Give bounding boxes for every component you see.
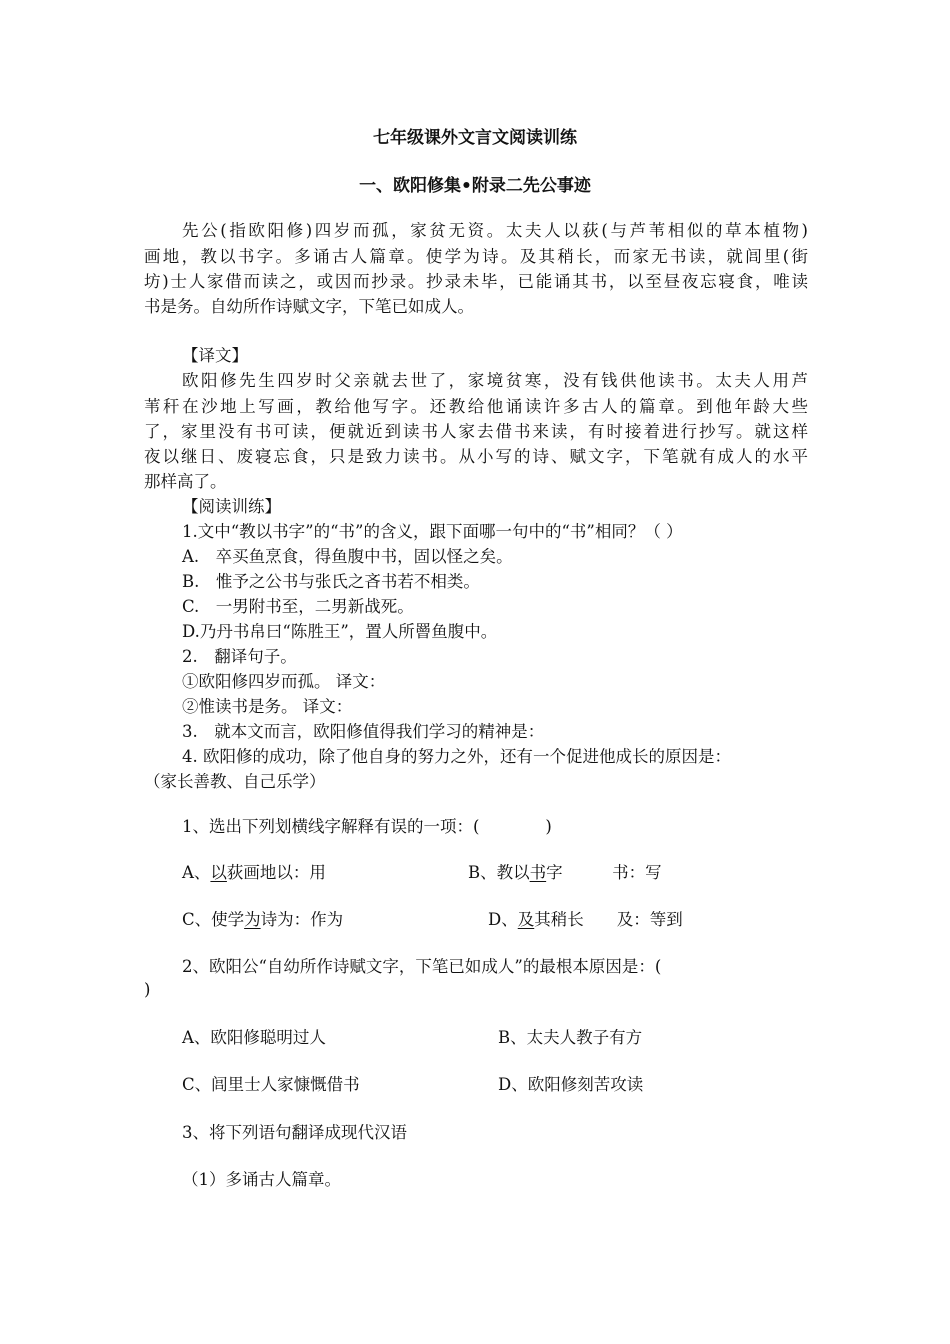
- exercise-2-bracket: ): [144, 980, 151, 999]
- exercise-2-option-d: D、欧阳修刻苦攻读: [498, 1075, 644, 1094]
- q2-item-2: ②惟读书是务。 译文：: [182, 697, 353, 716]
- exercise-3: 3、将下列语句翻译成现代汉语: [182, 1123, 407, 1142]
- question-3: 3. 就本文而言，欧阳修值得我们学习的精神是：: [182, 722, 545, 741]
- exercise-1-option-c: C、使学为诗为：作为: [182, 910, 344, 929]
- exercise-2-option-a: A、欧阳修聪明过人: [182, 1028, 326, 1047]
- exercise-2-option-c: C、闾里士人家慷慨借书: [182, 1075, 360, 1094]
- training-heading: 【阅读训练】: [182, 497, 281, 516]
- translation-line: 那样高了。: [144, 472, 227, 491]
- question-1: 1.文中“教以书字”的“书”的含义，跟下面哪一句中的“书”相同？（ ）: [182, 522, 683, 541]
- underlined-char: 以: [210, 863, 227, 882]
- section-subtitle: 一、欧阳修集•附录二先公事迹: [359, 176, 591, 196]
- translation-line: 了，家里没有书可读，便就近到读书人家去借书来读，有时接着进行抄写。就这样: [144, 422, 808, 441]
- q1-option-b: B. 惟予之公书与张氏之吝书若不相类。: [182, 572, 480, 591]
- exercise-2: 2、欧阳公“自幼所作诗赋文字，下笔已如成人”的最根本原因是：(: [182, 957, 662, 976]
- original-text-line: 书是务。自幼所作诗赋文字，下笔已如成人。: [144, 297, 474, 316]
- q1-option-a: A. 卒买鱼烹食，得鱼腹中书，固以怪之矣。: [182, 547, 513, 566]
- translation-line: 欧阳修先生四岁时父亲就去世了，家境贫寒，没有钱供他读书。太夫人用芦: [182, 371, 808, 390]
- underlined-char: 为: [244, 910, 261, 929]
- exercise-1-option-b: B、教以书字 书：写: [468, 863, 662, 882]
- underlined-char: 及: [517, 910, 535, 929]
- translation-heading: 【译文】: [182, 346, 248, 365]
- exercise-1-option-d: D、及其稍长 及：等到: [488, 910, 683, 929]
- exercise-1: 1、选出下列划横线字解释有误的一项：( ): [182, 817, 552, 836]
- exercise-1-option-a: A、以荻画地以：用: [182, 863, 326, 882]
- original-text-line: 坊)士人家借而读之，或因而抄录。抄录未毕，已能诵其书，以至昼夜忘寝食，唯读: [144, 272, 808, 291]
- exercise-3-item-1: （1）多诵古人篇章。: [182, 1170, 341, 1189]
- original-text-line: 画地，教以书字。多诵古人篇章。使学为诗。及其稍长，而家无书读，就闾里(街: [144, 247, 808, 266]
- q1-option-d: D.乃丹书帛曰“陈胜王”，置人所罾鱼腹中。: [182, 622, 498, 641]
- underlined-char: 书: [529, 863, 547, 882]
- exercise-2-option-b: B、太夫人教子有方: [498, 1028, 643, 1047]
- question-4-answer: （家长善教、自己乐学）: [144, 772, 326, 791]
- question-4: 4. 欧阳修的成功，除了他自身的努力之外，还有一个促进他成长的原因是：: [182, 747, 731, 766]
- q1-option-c: C. 一男附书至，二男新战死。: [182, 597, 414, 616]
- translation-line: 苇秆在沙地上写画，教给他写字。还教给他诵读许多古人的篇章。到他年龄大些: [144, 397, 808, 416]
- page-title: 七年级课外文言文阅读训练: [373, 128, 577, 148]
- q2-item-1: ①欧阳修四岁而孤。 译文：: [182, 672, 386, 691]
- original-text-line: 先公(指欧阳修)四岁而孤，家贫无资。太夫人以荻(与芦苇相似的草本植物): [182, 221, 808, 240]
- question-2: 2. 翻译句子。: [182, 647, 297, 666]
- translation-line: 夜以继日、废寝忘食，只是致力读书。从小写的诗、赋文字，下笔就有成人的水平: [144, 447, 808, 466]
